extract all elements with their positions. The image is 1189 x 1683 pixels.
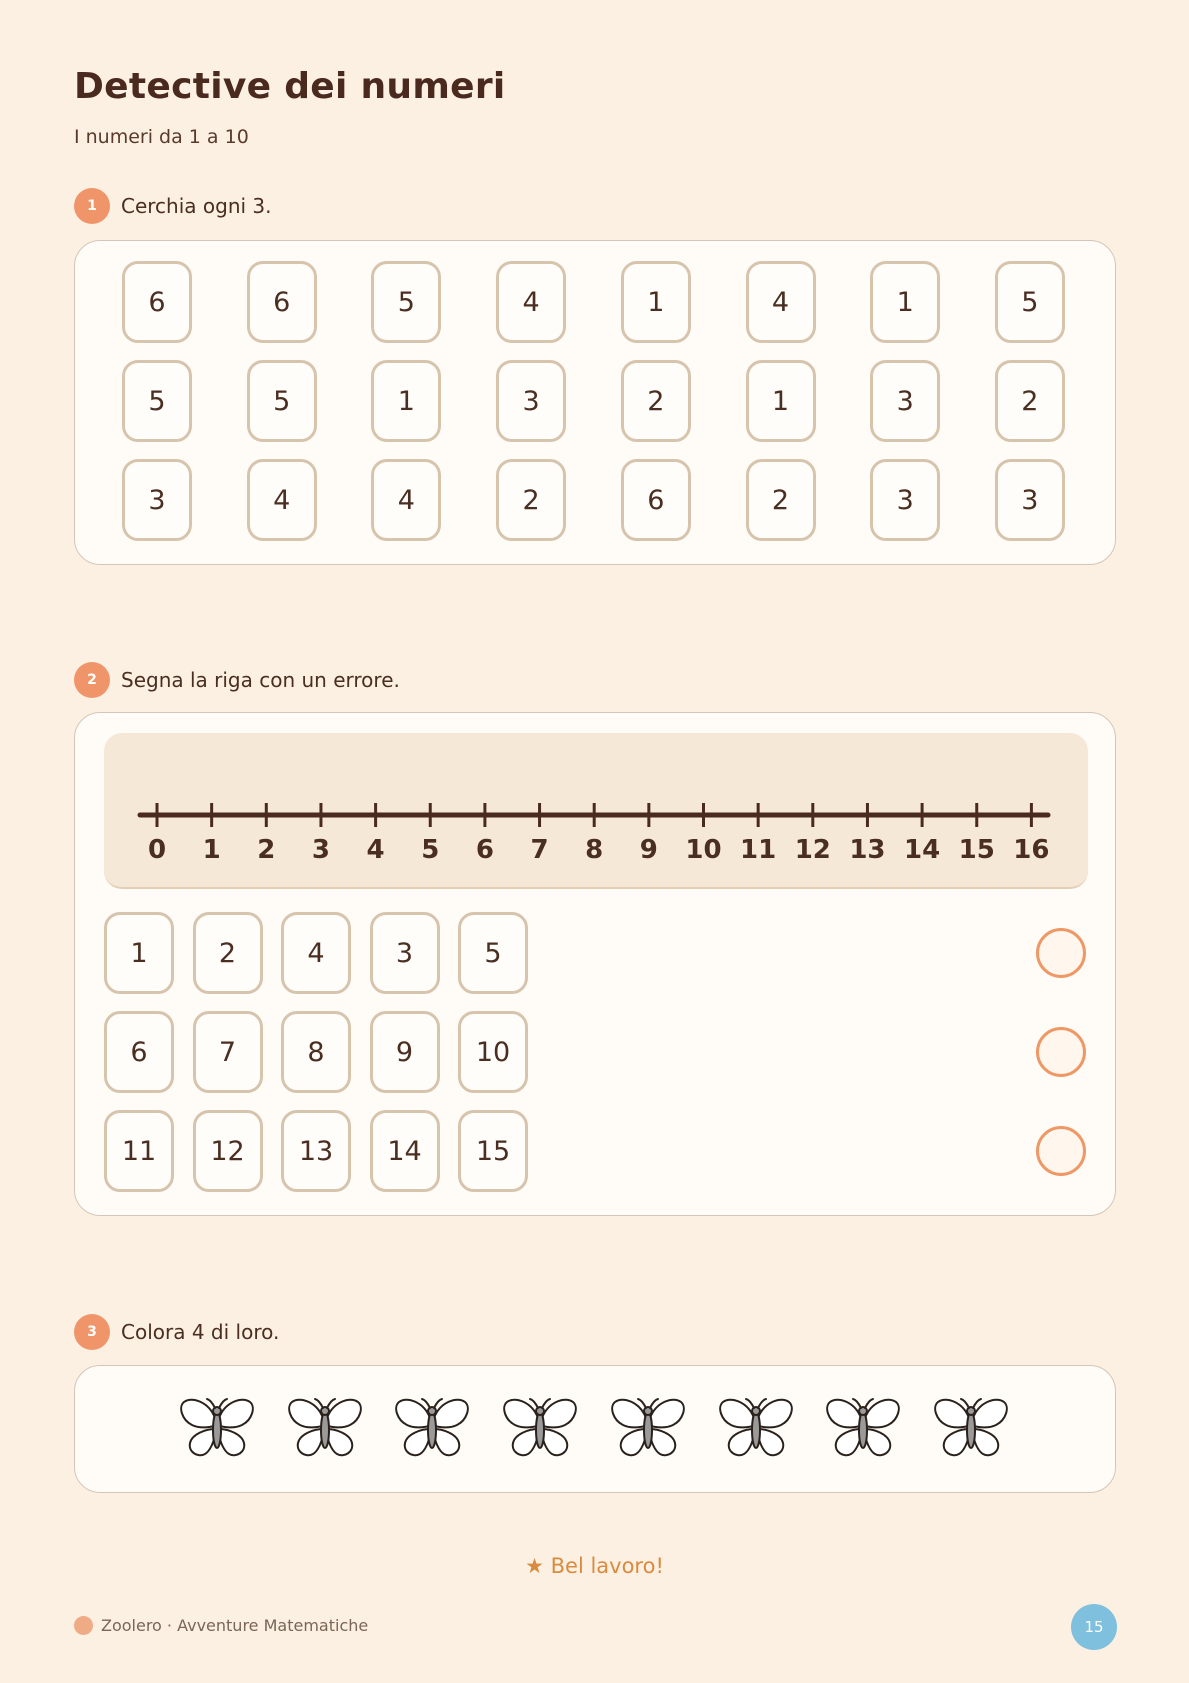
sequence-tile: 9 [370,1011,440,1093]
question-2-header [74,662,400,698]
sequence-tile: 1 [104,912,174,994]
number-line-label: 1 [202,835,221,865]
number-line-label: 10 [685,835,722,865]
number-line-panel [104,733,1088,889]
sequence-tile: 4 [281,912,351,994]
number-line-label: 6 [475,835,494,865]
number-tile[interactable]: 4 [496,261,566,343]
praise-message: ★ Bel lavoro! [525,1554,664,1578]
number-tile[interactable]: 6 [122,261,192,343]
question-3-card [74,1365,1116,1493]
number-tile[interactable]: 3 [995,459,1065,541]
question-3-text: Colora 4 di loro. [121,1320,280,1344]
number-line-label: 3 [311,835,330,865]
number-tile[interactable]: 1 [870,261,940,343]
question-1-header [74,188,272,224]
sequence-tile: 13 [281,1110,351,1192]
number-tile[interactable]: 2 [746,459,816,541]
number-tile[interactable]: 3 [122,459,192,541]
sequence-tile: 11 [104,1110,174,1192]
question-3-number: 3 [74,1314,110,1350]
sequence-tile: 2 [193,912,263,994]
number-line-label: 8 [585,835,604,865]
sequence-tile: 12 [193,1110,263,1192]
question-1-card [74,240,1116,565]
number-line-label: 7 [530,835,549,865]
number-line-label: 11 [740,835,777,865]
butterfly-icon[interactable] [286,1396,364,1460]
number-tile[interactable]: 4 [371,459,441,541]
number-line-label: 2 [257,835,276,865]
number-tile[interactable]: 4 [746,261,816,343]
number-line-label: 15 [958,835,995,865]
number-tile[interactable]: 1 [371,360,441,442]
sequence-tile: 5 [458,912,528,994]
row-answer-circle[interactable] [1036,1126,1086,1176]
number-tile[interactable]: 2 [995,360,1065,442]
sequence-tile: 15 [458,1110,528,1192]
number-tile[interactable]: 4 [247,459,317,541]
number-tile[interactable]: 6 [247,261,317,343]
brand-dot [74,1616,93,1635]
number-tile[interactable]: 3 [496,360,566,442]
butterfly-icon[interactable] [393,1396,471,1460]
page-title: Detective dei numeri [74,66,506,107]
row-answer-circle[interactable] [1036,1027,1086,1077]
number-tile[interactable]: 3 [870,360,940,442]
number-tile[interactable]: 3 [870,459,940,541]
number-tile[interactable]: 2 [621,360,691,442]
number-tile[interactable]: 6 [621,459,691,541]
footer-brand: Zoolero · Avventure Matematiche [101,1616,369,1635]
number-tile[interactable]: 5 [247,360,317,442]
butterfly-icon[interactable] [932,1396,1010,1460]
question-1-number: 1 [74,188,110,224]
number-tile[interactable]: 5 [995,261,1065,343]
sequence-tile: 10 [458,1011,528,1093]
sequence-tile: 7 [193,1011,263,1093]
butterfly-icon[interactable] [501,1396,579,1460]
question-2-card [74,712,1116,1216]
number-tile[interactable]: 5 [122,360,192,442]
question-2-number: 2 [74,662,110,698]
number-line-label: 4 [366,835,385,865]
number-line-label: 0 [147,835,167,865]
question-1-text: Cerchia ogni 3. [121,194,272,218]
number-line-label: 16 [1013,835,1050,865]
number-line-label: 5 [421,835,440,865]
number-line-label: 14 [904,835,941,865]
page-subtitle: I numeri da 1 a 10 [74,126,249,148]
number-line-label: 13 [849,835,886,865]
sequence-tile: 6 [104,1011,174,1093]
question-3-header [74,1314,279,1350]
number-tile[interactable]: 2 [496,459,566,541]
butterfly-icon[interactable] [609,1396,687,1460]
butterfly-icon[interactable] [824,1396,902,1460]
number-line-label: 9 [639,835,658,865]
sequence-tile: 14 [370,1110,440,1192]
number-tile[interactable]: 5 [371,261,441,343]
sequence-tile: 8 [281,1011,351,1093]
number-tile[interactable]: 1 [621,261,691,343]
row-answer-circle[interactable] [1036,928,1086,978]
number-line [104,733,1088,889]
page-number-badge: 15 [1071,1604,1117,1650]
sequence-tile: 3 [370,912,440,994]
question-2-text: Segna la riga con un errore. [121,668,400,692]
butterfly-icon[interactable] [717,1396,795,1460]
number-line-label: 12 [794,835,831,865]
butterfly-icon[interactable] [178,1396,256,1460]
number-tile[interactable]: 1 [746,360,816,442]
